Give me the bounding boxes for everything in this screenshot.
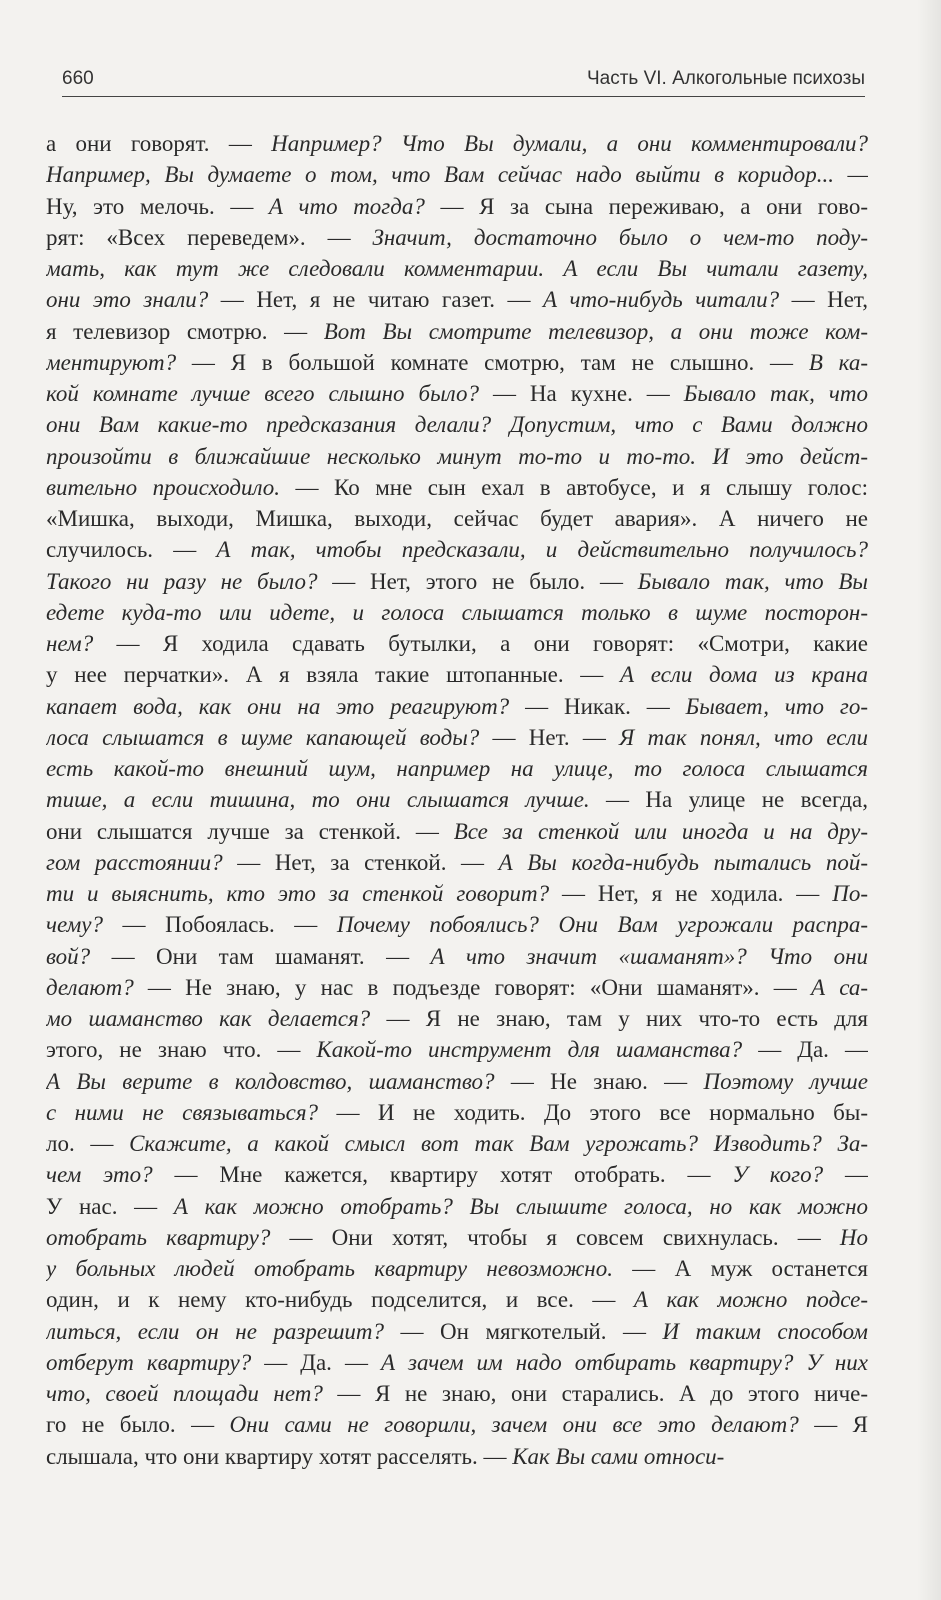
answer-text: — Не знаю, у нас в подъезде говорят: «Они шаманят». — — [133, 974, 811, 1000]
question-text: ментируют? — [46, 349, 177, 375]
text-line — [46, 1159, 868, 1190]
question-text: Вот Вы смотрите телевизор, а они тоже ком- — [323, 318, 868, 344]
question-text: Но — [839, 1224, 868, 1250]
answer-text: они слышатся лучше за стенкой. — — [46, 818, 454, 844]
question-text: лоса слышатся в шуме капающей воды? — [46, 724, 480, 750]
question-text: они Вам какие-то предсказания делали? Допустим, что с Вами должно — [46, 412, 868, 438]
text-line — [46, 1003, 868, 1034]
text-line — [46, 409, 868, 440]
answer-text: — Они там шаманят. — — [90, 943, 431, 969]
question-text: А Вы верите в колдовство, шаманство? — [46, 1068, 495, 1094]
question-text: А что тогда? — [268, 193, 425, 219]
question-text: Скажите, а какой смысл вот так Вам угрожать? Изводить? За- — [129, 1131, 868, 1156]
answer-text: — Они хотят, чтобы я совсем свихнулась. — — [270, 1224, 840, 1250]
question-text: Я так понял, что если — [619, 724, 868, 750]
question-text: А что значит «шаманят»? Что они — [430, 943, 868, 969]
body-text — [46, 128, 868, 1472]
answer-text: — Побоялась. — — [103, 912, 337, 938]
text-line — [46, 1409, 868, 1440]
answer-text: — Нет. — — [479, 724, 620, 750]
text-line — [46, 597, 868, 628]
text-line — [46, 972, 868, 1003]
question-text: чему? — [46, 912, 103, 938]
answer-text: этого, не знаю что. — — [46, 1037, 317, 1063]
answer-text: — Мне кажется, квартиру хотят отобрать. — — [152, 1162, 733, 1188]
text-line — [46, 941, 868, 972]
question-text: Бывало так, что — [683, 381, 868, 406]
answer-text: — На кухне. — — [478, 381, 684, 406]
question-text: отобрать квартиру? — [46, 1224, 271, 1250]
answer-text: слышала, что они квартиру хотят расселять. — — [46, 1443, 513, 1469]
answer-text: — На улице не всегда, — [589, 787, 868, 813]
question-text: Например? Что Вы думали, а они комментировали? — [271, 131, 868, 156]
text-line — [46, 691, 868, 722]
question-text: делают? — [46, 974, 134, 1000]
question-text: нем? — [46, 631, 94, 656]
answer-text: — Я не знаю, там у них что-то есть для — [370, 1006, 868, 1031]
text-line — [46, 628, 868, 659]
answer-text: — Ко мне сын ехал в автобусе, и я слышу голос: — [280, 474, 868, 500]
question-text: Например, Вы думаете о том, что Вам сейчас надо выйти в коридор... — — [46, 162, 868, 188]
page-edge-shadow — [917, 0, 941, 1600]
text-line — [46, 1066, 868, 1097]
text-line — [46, 378, 868, 409]
answer-text: случилось. — — [46, 537, 217, 563]
question-text: чем это? — [46, 1162, 153, 1188]
answer-text: го не было. — — [46, 1412, 230, 1438]
question-text: Какой-то инструмент для шаманства? — [316, 1037, 743, 1063]
question-text: Все за стенкой или иногда и на дру- — [453, 818, 868, 844]
question-text: капает вода, как они на это реагируют? — [46, 693, 510, 719]
text-line — [46, 1347, 868, 1378]
answer-text: «Мишка, выходи, Мишка, выходи, сейчас будет авария». А ничего не — [46, 506, 868, 531]
answer-text: — Он мягкотелый. — — [384, 1318, 663, 1344]
answer-text: Ну, это мелочь. — — [46, 193, 269, 219]
answer-text: — Никак. — — [509, 693, 686, 719]
answer-text: а они говорят. — — [46, 131, 272, 156]
text-line — [46, 753, 868, 784]
answer-text: — И не ходить. До этого все нормально бы- — [318, 1099, 868, 1125]
question-text: отберут квартиру? — [46, 1349, 252, 1375]
text-line — [46, 472, 868, 503]
text-line — [46, 534, 868, 565]
text-line — [46, 316, 868, 347]
answer-text: рят: «Всех переведем». — — [46, 224, 373, 250]
question-text: вительно происходило. — [46, 474, 281, 500]
text-line — [46, 503, 868, 534]
text-line — [46, 566, 868, 597]
question-text: ти и выяснить, кто это за стенкой говорит? — [46, 881, 550, 906]
answer-text: — Я за сына переживаю, а они гово- — [424, 193, 868, 219]
question-text: Они сами не говорили, зачем они все это делают? — [229, 1412, 799, 1438]
question-text: И таким способом — [662, 1318, 868, 1344]
question-text: А зачем им надо отбирать квартиру? У них — [380, 1349, 868, 1375]
question-text: что, своей площади нет? — [46, 1381, 323, 1406]
question-text: литься, если он не разрешит? — [46, 1318, 385, 1344]
answer-text: — Да. — — [251, 1349, 381, 1375]
answer-text: — — [823, 1162, 868, 1188]
text-line — [46, 128, 868, 159]
answer-text: — Я ходила сдавать бутылки, а они говорят: «Смотри, какие — [93, 631, 868, 656]
text-line — [46, 441, 868, 472]
text-line — [46, 722, 868, 753]
answer-text: — Нет, за стенкой. — — [222, 849, 499, 875]
answer-text: — Я — [798, 1412, 868, 1438]
question-text: Бывает, что го- — [685, 693, 868, 719]
question-text: А что-нибудь читали? — [542, 287, 780, 313]
answer-text: — Нет, этого не было. — — [317, 568, 638, 594]
text-line — [46, 284, 868, 315]
answer-text: — Я не знаю, они старались. А до этого ниче- — [322, 1381, 868, 1406]
running-head: Часть VI. Алкогольные психозы — [586, 68, 865, 89]
question-text: мать, как тут же следовали комментарии. А если Вы читали газету, — [46, 256, 868, 281]
text-line — [46, 1097, 868, 1128]
question-text: с ними не связываться? — [46, 1099, 319, 1125]
text-line — [46, 909, 868, 940]
question-text: У кого? — [732, 1162, 824, 1188]
text-line — [46, 222, 868, 253]
text-line — [46, 784, 868, 815]
question-text: вой? — [46, 943, 91, 969]
text-line — [46, 1441, 868, 1472]
question-text: тише, а если тишина, то они слышатся лучше. — [46, 787, 590, 813]
answer-text: — Я в большой комнате смотрю, там не слышно. — — [176, 349, 809, 375]
text-line — [46, 816, 868, 847]
text-line — [46, 159, 868, 190]
question-text: мо шаманство как делается? — [46, 1006, 371, 1031]
question-text: Почему побоялись? Они Вам угрожали распра- — [336, 912, 868, 938]
answer-text: — Нет, я не ходила. — — [549, 881, 833, 906]
question-text: А так, чтобы предсказали, и действительно получилось? — [216, 537, 868, 563]
text-line — [46, 1222, 868, 1253]
question-text: А как можно отобрать? Вы слышите голоса, но как можно — [173, 1193, 868, 1219]
page-header — [62, 66, 865, 97]
question-text: Как Вы сами относи- — [512, 1443, 725, 1469]
question-text: они это знали? — [46, 287, 209, 313]
question-text: есть какой-то внешний шум, например на улице, то голоса слышатся — [46, 756, 868, 781]
text-line — [46, 659, 868, 690]
text-line — [46, 847, 868, 878]
answer-text: У нас. — — [46, 1193, 174, 1219]
answer-text: — Да. — — [742, 1037, 868, 1063]
text-line — [46, 1316, 868, 1347]
question-text: В ка- — [808, 349, 868, 375]
answer-text: — Нет, — [779, 287, 868, 313]
text-line — [46, 191, 868, 222]
question-text: гом расстоянии? — [46, 849, 223, 875]
text-line — [46, 878, 868, 909]
text-line — [46, 1378, 868, 1409]
text-line — [46, 347, 868, 378]
question-text: произойти в ближайшие несколько минут то-то и то-то. И это дейст- — [46, 443, 868, 469]
question-text: едете куда-то или идете, и голоса слышатся только в шуме посторон- — [46, 599, 868, 625]
answer-text: я телевизор смотрю. — — [46, 318, 324, 344]
question-text: кой комнате лучше всего слышно было? — [46, 381, 479, 406]
answer-text: у нее перчатки». А я взяла такие штопанные. — — [46, 662, 620, 688]
text-line — [46, 1128, 868, 1159]
question-text: А Вы когда-нибудь пытались пой- — [498, 849, 868, 875]
answer-text: один, и к нему кто-нибудь подселится, и все. — — [46, 1287, 634, 1313]
text-line — [46, 1284, 868, 1315]
text-line — [46, 1191, 868, 1222]
answer-text: ло. — — [46, 1131, 130, 1156]
question-text: А как можно подсе- — [633, 1287, 868, 1313]
question-text: Такого ни разу не было? — [46, 568, 318, 594]
text-line — [46, 1034, 868, 1065]
question-text: Поэтому лучше — [703, 1068, 868, 1094]
text-line — [46, 1253, 868, 1284]
question-text: А са- — [810, 974, 868, 1000]
question-text: у больных людей отобрать квартиру невозможно. — [46, 1256, 613, 1281]
question-text: А если дома из крана — [619, 662, 868, 688]
page-number: 660 — [62, 68, 94, 89]
question-text: Значит, достаточно было о чем-то поду- — [372, 224, 868, 250]
answer-text: — Не знаю. — — [494, 1068, 704, 1094]
question-text: Бывало так, что Вы — [637, 568, 868, 594]
answer-text: — А муж останется — [612, 1256, 868, 1281]
question-text: По- — [832, 881, 868, 906]
answer-text: — Нет, я не читаю газет. — — [208, 287, 543, 313]
text-line — [46, 253, 868, 284]
